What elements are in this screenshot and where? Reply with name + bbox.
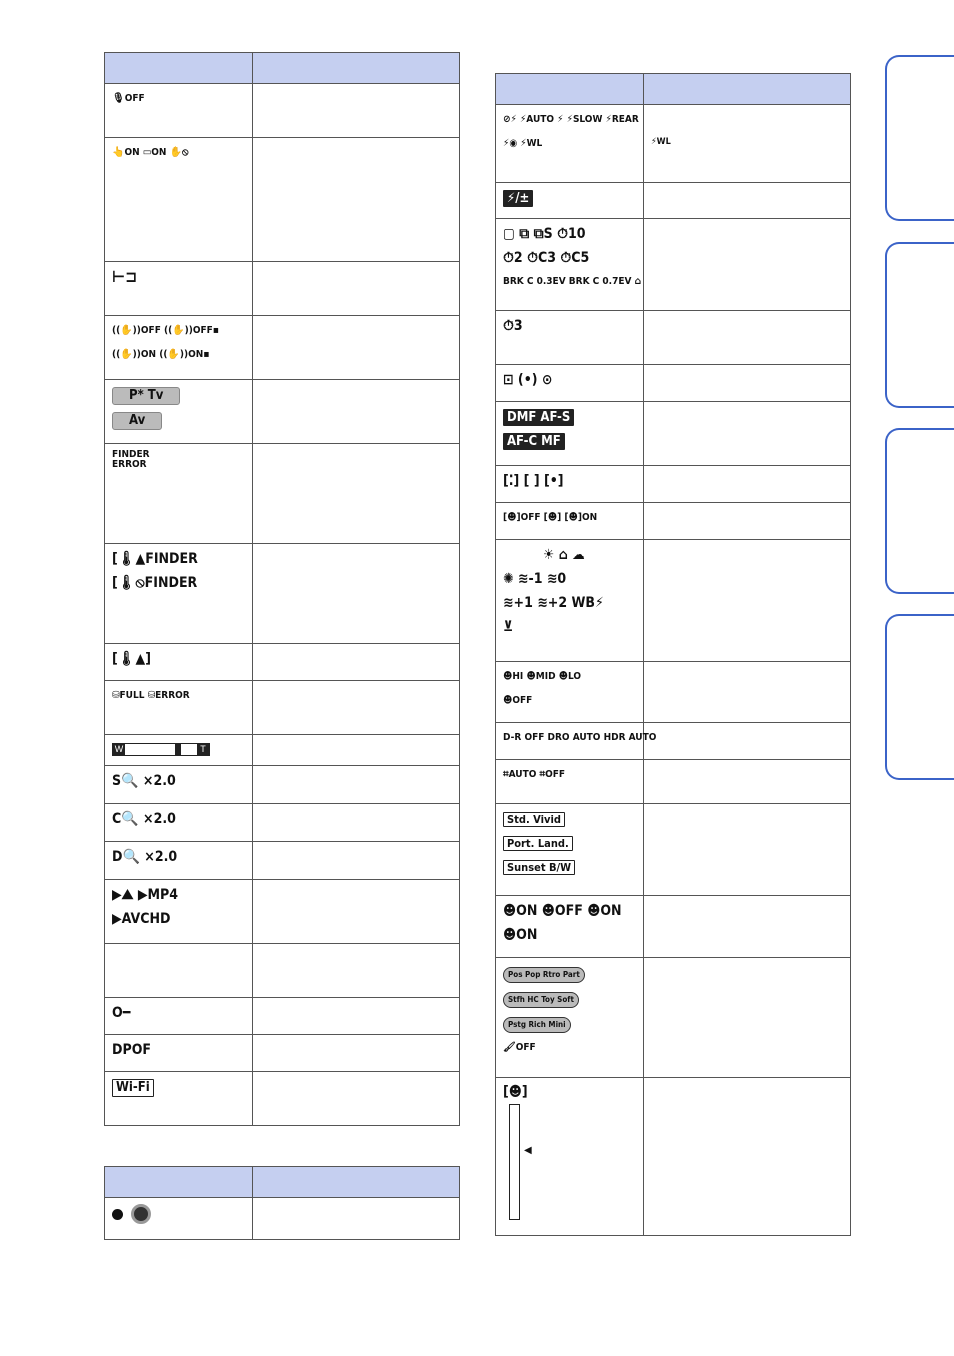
icon-cell [496,466,644,503]
desc-cell [253,766,460,804]
dpof-icon: DPOF [112,1042,151,1058]
face-level-icon: [☻] [503,1084,528,1100]
left-icon-table [104,52,460,1126]
icon-cell [105,1198,253,1240]
icon-cell [496,219,644,311]
desc-cell [644,219,851,311]
desc-cell [253,681,460,735]
desc-cell [644,311,851,365]
finder-temp-icon: [🌡▲FINDER [112,551,198,567]
desc-cell [644,183,851,219]
focus-area-icons: [⁚] [ ] [•] [503,473,564,489]
desc-cell [253,262,460,316]
mode-p-icon: P* Tv [112,387,180,405]
side-tab-4[interactable] [885,614,954,780]
desc-cell [253,735,460,766]
digital-zoom-icon: D🔍 ×2.0 [112,849,178,865]
database-icon: ⛁FULL ⛁ERROR [112,690,190,701]
icon-cell [496,958,644,1078]
desc-cell [644,760,851,804]
protect-key-icon: O━ [112,1005,131,1021]
desc-cell [253,84,460,138]
desc-cell [253,804,460,842]
flash-wl-icon: ⚡WL [651,137,671,147]
icon-cell [105,842,253,880]
face-detect-icons: [☻]OFF [☻] [☻]ON [503,512,598,523]
desc-cell [253,138,460,262]
remote-icon: ⊢⊐ [112,267,138,286]
creative-style-sunset-icon: Sunset B/W [503,860,575,875]
temp-warning-icon: [🌡▲] [112,651,151,667]
dro-hdr-icons: D-R OFF DRO AUTO HDR AUTO [503,732,657,743]
icon-cell [105,644,253,681]
desc-cell [644,723,851,760]
custom-wb-icon: ⊻ [503,619,514,635]
icon-cell [105,316,253,380]
soft-skin-icons: ☻HI ☻MID ☻LO [503,671,582,682]
white-balance-icons-1: ☀ ⌂ ☁ [543,547,585,563]
picture-effect-icons-2: Stfh HC Toy Soft [503,992,579,1008]
drive-mode-icons: ▢ ⧉ ⧉S ⏱10 [503,226,586,242]
desc-cell [644,503,851,540]
white-balance-icons-3: ≋+1 ≋+2 WB⚡ [503,595,604,611]
self-timer-icons: ⏱2 ⏱C3 ⏱C5 [503,250,590,266]
picture-effect-icons-3: Pstg Rich Mini [503,1017,571,1033]
flash-comp-icon: ⚡/± [503,190,533,207]
desc-cell [253,998,460,1035]
error-label: ERROR [112,459,147,470]
soft-skin-off-icon: ☻OFF [503,695,533,706]
smart-zoom-icon: S🔍 ×2.0 [112,773,176,789]
focus-afc-icon: AF-C MF [503,433,565,450]
desc-cell [253,1072,460,1126]
icon-cell [496,723,657,760]
icon-cell [496,402,644,466]
icon-cell [105,444,253,544]
level-arrow-icon: ◀ [524,1145,532,1156]
icon-cell [105,944,253,998]
icon-cell [105,804,253,842]
desc-cell [253,944,460,998]
smile-shutter-icons: ☻ON ☻OFF ☻ON [503,903,622,919]
desc-cell [644,365,851,402]
header-icon-col [496,74,644,105]
desc-cell [253,880,460,944]
bracket-icons: BRK C 0.3EV BRK C 0.7EV ⌂ [503,276,642,287]
side-tab-2[interactable] [885,242,954,408]
picture-effect-icons-1: Pos Pop Rtro Part [503,967,585,983]
desc-cell [253,544,460,644]
icon-cell [496,311,644,365]
focus-ring-icon [131,1204,151,1224]
icon-cell [105,880,253,944]
icon-cell [496,804,644,896]
auto-framing-icons: ⌗AUTO ⌗OFF [503,769,566,780]
picture-effect-off-icon: 🖌OFF [503,1042,536,1053]
desc-cell [253,1035,460,1072]
icon-cell [105,84,253,138]
touch-icons: 👆ON ▭ON ✋⦸ [112,147,189,158]
steadyshot-on-icon: ((✋))ON ((✋))ON▪ [112,349,210,360]
white-balance-icons-2: ✺ ≋-1 ≋0 [503,571,567,587]
wifi-icon: Wi-Fi [112,1079,154,1097]
icon-cell [105,998,253,1035]
desc-cell [253,644,460,681]
metering-icons: ⊡ (•) ⊙ [503,372,553,388]
icon-cell [496,365,644,402]
header-desc-col [253,1167,460,1198]
side-tab-3[interactable] [885,428,954,594]
desc-cell [644,105,851,183]
left-icon-table-2 [104,1166,460,1240]
desc-cell [644,466,851,503]
desc-cell [644,958,851,1078]
flash-mode-icons: ⊘⚡ ⚡AUTO ⚡ ⚡SLOW ⚡REAR [503,114,639,125]
creative-style-std-icon: Std. Vivid [503,812,565,827]
desc-cell [644,402,851,466]
desc-cell [253,380,460,444]
icon-cell [105,262,253,316]
icon-cell [105,681,253,735]
record-dot-icon [112,1209,123,1220]
desc-cell [253,444,460,544]
icon-cell [105,766,253,804]
mode-av-icon: Av [112,412,162,430]
icon-cell [496,105,644,183]
view-mode-icon: ▶⛰ ▶MP4 [112,887,179,903]
icon-cell [496,503,644,540]
focus-dmf-icon: DMF AF-S [503,409,574,426]
desc-cell [253,842,460,880]
self-timer-3-icon: ⏱3 [503,318,523,334]
finder-label: FINDER [112,449,150,460]
desc-cell [644,1078,851,1236]
desc-cell [644,896,851,958]
icon-cell [496,1078,644,1236]
icon-cell [496,662,644,723]
finder-temp-off-icon: [🌡⦸FINDER [112,575,198,591]
icon-cell [496,183,644,219]
icon-cell [105,380,253,444]
icon-cell [496,540,644,662]
desc-cell [644,540,851,662]
header-icon-col [105,1167,253,1198]
icon-cell [105,138,253,262]
level-scale-icon [509,1104,532,1220]
icon-cell [105,1035,253,1072]
icon-cell [105,544,253,644]
icon-cell [496,896,644,958]
clear-zoom-icon: C🔍 ×2.0 [112,811,176,827]
desc-cell [644,662,851,723]
flash-redeye-icons: ⚡◉ ⚡WL [503,138,543,149]
icon-cell [496,760,644,804]
header-icon-col [105,53,253,84]
desc-cell [644,804,851,896]
header-desc-col [253,53,460,84]
creative-style-port-icon: Port. Land. [503,836,573,851]
desc-cell [253,1198,460,1240]
icon-cell [105,735,253,766]
smile-shutter-on-icon: ☻ON [503,927,538,943]
zoom-bar-icon: W T [112,743,210,756]
header-desc-col [644,74,851,105]
right-icon-table [495,73,851,1236]
steadyshot-icon: ((✋))OFF ((✋))OFF▪ [112,325,219,336]
mic-off-icon: 🎙OFF [112,93,145,104]
icon-cell [105,1072,253,1126]
desc-cell [253,316,460,380]
avchd-icon: ▶AVCHD [112,911,171,927]
side-tab-1[interactable] [885,55,954,221]
